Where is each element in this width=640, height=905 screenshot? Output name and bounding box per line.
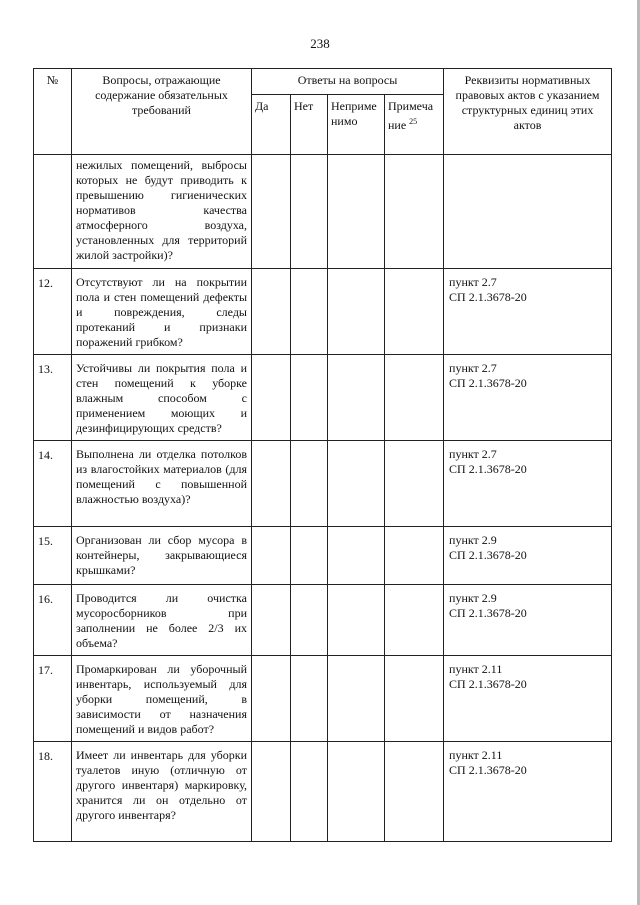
- answer-yes-cell: [252, 527, 291, 585]
- answer-no-cell: [291, 441, 328, 527]
- requisite-cell: [444, 269, 612, 355]
- row-number: 14.: [34, 441, 72, 527]
- answer-cell: [385, 155, 444, 269]
- header-note-text: Примеча ние: [388, 99, 434, 132]
- continuation-row: [34, 155, 612, 269]
- header-na: Неприме нимо: [328, 95, 385, 155]
- header-yes: Да: [252, 95, 291, 155]
- answer-note-cell: [385, 742, 444, 842]
- answer-no-cell: [291, 269, 328, 355]
- answer-yes-cell: [252, 355, 291, 441]
- requisite-cell: [444, 742, 612, 842]
- question-text: Устойчивы ли покрытия пола и стен помещений к уборке влажным способом с применением моющих и дезинфицирующих средств?: [72, 355, 252, 441]
- answer-na-cell: [328, 585, 385, 656]
- question-text: Выполнена ли отделка потолков из влагостойких материалов (для помещений с повышенной влажностью воздуха)?: [72, 441, 252, 527]
- answer-note-cell: [385, 441, 444, 527]
- answer-no-cell: [291, 742, 328, 842]
- question-text: Имеет ли инвентарь для уборки туалетов иную (отличную от другого инвентаря) маркировку, хранится ли он отдельно от другого инвентаря?: [72, 742, 252, 842]
- requisite-cell: [444, 355, 612, 441]
- answer-na-cell: [328, 441, 385, 527]
- checklist-table: [33, 68, 612, 842]
- page-number: 238: [310, 36, 330, 51]
- answer-note-cell: [385, 656, 444, 742]
- header-requisites: Реквизиты нормативных правовых актов с указанием структурных единиц этих актов: [444, 69, 612, 155]
- ref-cell: [444, 155, 612, 269]
- table-row: [34, 527, 612, 585]
- answer-cell: [328, 155, 385, 269]
- answer-no-cell: [291, 355, 328, 441]
- answer-no-cell: [291, 585, 328, 656]
- answer-yes-cell: [252, 656, 291, 742]
- answer-na-cell: [328, 355, 385, 441]
- answer-note-cell: [385, 585, 444, 656]
- row-number: 17.: [34, 656, 72, 742]
- requisite-doc: СП 2.1.3678-20: [449, 763, 527, 777]
- answer-no-cell: [291, 656, 328, 742]
- answer-note-cell: [385, 527, 444, 585]
- answer-note-cell: [385, 269, 444, 355]
- header-note: [385, 95, 444, 155]
- answer-yes-cell: [252, 585, 291, 656]
- table-row: [34, 441, 612, 527]
- requisite-clause: пункт 2.7: [449, 447, 497, 461]
- requisite-clause: пункт 2.9: [449, 591, 497, 605]
- answer-na-cell: [328, 527, 385, 585]
- header-question: Вопросы, отражающие содержание обязательных требований: [72, 69, 252, 155]
- table-row: [34, 585, 612, 656]
- question-text: Проводится ли очистка мусоросборников при заполнении не более 2/3 их объема?: [72, 585, 252, 656]
- row-number: 16.: [34, 585, 72, 656]
- row-number: 12.: [34, 269, 72, 355]
- footnote-marker: 25: [409, 117, 418, 126]
- header-no: Нет: [291, 95, 328, 155]
- requisite-clause: пункт 2.11: [449, 748, 503, 762]
- requisite-clause: пункт 2.7: [449, 275, 497, 289]
- header-answers: Ответы на вопросы: [252, 69, 444, 95]
- answer-na-cell: [328, 269, 385, 355]
- question-text: Отсутствуют ли на покрытии пола и стен помещений дефекты и повреждения, следы протеканий и признаки поражений грибком?: [72, 269, 252, 355]
- header-row-1: [34, 69, 612, 95]
- question-text: Организован ли сбор мусора в контейнеры, закрывающиеся крышками?: [72, 527, 252, 585]
- row-number: 18.: [34, 742, 72, 842]
- requisite-clause: пункт 2.11: [449, 662, 503, 676]
- answer-yes-cell: [252, 441, 291, 527]
- requisite-cell: [444, 527, 612, 585]
- requisite-cell: [444, 441, 612, 527]
- header-num: №: [34, 69, 72, 155]
- answer-note-cell: [385, 355, 444, 441]
- answer-na-cell: [328, 656, 385, 742]
- answer-cell: [291, 155, 328, 269]
- answer-yes-cell: [252, 742, 291, 842]
- requisite-clause: пункт 2.9: [449, 533, 497, 547]
- requisite-clause: пункт 2.7: [449, 361, 497, 375]
- continuation-num-cell: [34, 155, 72, 269]
- requisite-doc: СП 2.1.3678-20: [449, 548, 527, 562]
- answer-cell: [252, 155, 291, 269]
- question-text: Промаркирован ли уборочный инвентарь, используемый для уборки помещений, в зависимости от назначения помещений и видов работ?: [72, 656, 252, 742]
- requisite-cell: [444, 656, 612, 742]
- table-row: [34, 742, 612, 842]
- requisite-cell: [444, 585, 612, 656]
- requisite-doc: СП 2.1.3678-20: [449, 462, 527, 476]
- table-row: [34, 355, 612, 441]
- answer-na-cell: [328, 742, 385, 842]
- requisite-doc: СП 2.1.3678-20: [449, 677, 527, 691]
- continuation-text: нежилых помещений, выбросы которых не будут приводить к превышению гигиенических нормативов качества атмосферного воздуха, установленных для территорий жилой застройки)?: [72, 155, 252, 269]
- requisite-doc: СП 2.1.3678-20: [449, 290, 527, 304]
- table-row: [34, 269, 612, 355]
- requisite-doc: СП 2.1.3678-20: [449, 606, 527, 620]
- row-number: 15.: [34, 527, 72, 585]
- table-row: [34, 656, 612, 742]
- answer-yes-cell: [252, 269, 291, 355]
- requisite-doc: СП 2.1.3678-20: [449, 376, 527, 390]
- answer-no-cell: [291, 527, 328, 585]
- row-number: 13.: [34, 355, 72, 441]
